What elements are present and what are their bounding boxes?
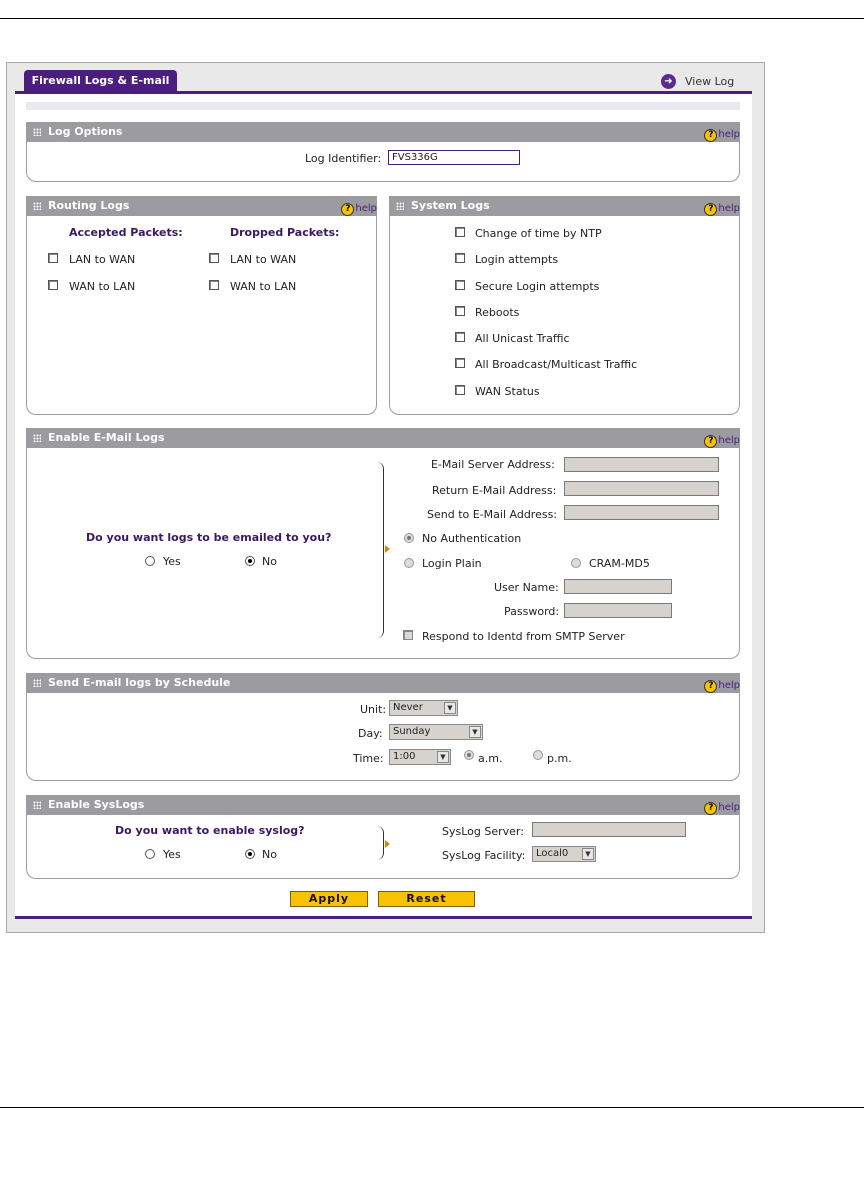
dropped-lan-to-wan-label: LAN to WAN bbox=[230, 253, 297, 266]
accepted-lan-to-wan-checkbox[interactable] bbox=[48, 253, 58, 263]
syslog-facility-value: Local0 bbox=[536, 848, 569, 859]
email-question: Do you want logs to be emailed to you? bbox=[86, 531, 332, 544]
day-select[interactable] bbox=[389, 724, 483, 740]
help-icon: ? bbox=[704, 802, 717, 815]
reset-button[interactable]: Reset bbox=[378, 891, 475, 907]
tab-firewall-logs[interactable]: Firewall Logs & E-mail bbox=[24, 70, 177, 92]
apply-button[interactable]: Apply bbox=[290, 891, 368, 907]
help-link[interactable]: ? help bbox=[704, 199, 740, 219]
day-value: Sunday bbox=[393, 726, 431, 737]
help-link[interactable]: ? help bbox=[704, 431, 740, 451]
brace-arrow-icon bbox=[385, 840, 390, 848]
login-plain-radio[interactable] bbox=[404, 558, 414, 568]
log-options-title: Log Options bbox=[48, 125, 123, 138]
help-link[interactable]: ? help bbox=[341, 199, 377, 219]
system-logs-title: System Logs bbox=[411, 199, 490, 212]
syslog-facility-select[interactable] bbox=[532, 846, 596, 862]
pm-label: p.m. bbox=[547, 752, 572, 765]
unit-label: Unit: bbox=[360, 703, 387, 716]
schedule-title: Send E-mail logs by Schedule bbox=[48, 676, 231, 689]
return-email-input[interactable] bbox=[564, 481, 719, 496]
log-identifier-input[interactable]: FVS336G bbox=[388, 150, 520, 165]
help-icon: ? bbox=[704, 680, 717, 693]
system-log-broadcast-checkbox[interactable] bbox=[455, 358, 465, 368]
am-label: a.m. bbox=[478, 752, 503, 765]
unit-select[interactable] bbox=[389, 700, 458, 716]
dropped-wan-to-lan-label: WAN to LAN bbox=[230, 280, 297, 293]
help-icon: ? bbox=[704, 129, 717, 142]
brace-divider bbox=[377, 826, 384, 860]
system-log-broadcast-label: All Broadcast/Multicast Traffic bbox=[475, 358, 638, 371]
unit-value: Never bbox=[393, 702, 423, 713]
grip-icon bbox=[33, 202, 41, 210]
login-plain-label: Login Plain bbox=[422, 557, 482, 570]
view-log-link[interactable] bbox=[661, 72, 734, 90]
brace-arrow-icon bbox=[385, 545, 390, 553]
help-icon: ? bbox=[704, 435, 717, 448]
help-icon: ? bbox=[341, 203, 354, 216]
dropped-packets-header: Dropped Packets: bbox=[230, 226, 340, 239]
grip-icon bbox=[33, 679, 41, 687]
system-log-reboots-label: Reboots bbox=[475, 306, 520, 319]
system-log-unicast-label: All Unicast Traffic bbox=[475, 332, 570, 345]
routing-logs-header bbox=[26, 196, 377, 216]
email-logs-header bbox=[26, 428, 740, 448]
identd-checkbox[interactable] bbox=[403, 630, 413, 640]
syslog-server-input[interactable] bbox=[532, 822, 686, 837]
chevron-down-icon: ▼ bbox=[444, 702, 456, 714]
arrow-right-icon: ➜ bbox=[661, 74, 676, 89]
dropped-wan-to-lan-checkbox[interactable] bbox=[209, 280, 219, 290]
syslog-yes-radio[interactable] bbox=[145, 849, 155, 859]
return-email-label: Return E-Mail Address: bbox=[432, 484, 557, 497]
accepted-packets-header: Accepted Packets: bbox=[69, 226, 183, 239]
system-logs-body bbox=[389, 216, 740, 415]
routing-logs-title: Routing Logs bbox=[48, 199, 130, 212]
grip-icon bbox=[33, 434, 41, 442]
help-link[interactable]: ? help bbox=[704, 125, 740, 145]
time-select[interactable] bbox=[389, 749, 451, 765]
help-icon: ? bbox=[704, 203, 717, 216]
pm-radio[interactable] bbox=[533, 750, 543, 760]
brace-divider bbox=[377, 462, 384, 638]
view-log-label: View Log bbox=[685, 74, 735, 88]
bottom-rule bbox=[0, 1107, 864, 1108]
system-log-secure-login-checkbox[interactable] bbox=[455, 280, 465, 290]
user-name-input[interactable] bbox=[564, 579, 672, 594]
system-log-ntp-checkbox[interactable] bbox=[455, 227, 465, 237]
top-rule bbox=[0, 18, 864, 19]
grip-icon bbox=[33, 128, 41, 136]
accepted-wan-to-lan-label: WAN to LAN bbox=[69, 280, 136, 293]
syslog-no-radio[interactable] bbox=[245, 849, 255, 859]
day-label: Day: bbox=[358, 727, 383, 740]
system-log-secure-login-label: Secure Login attempts bbox=[475, 280, 600, 293]
system-logs-header bbox=[389, 196, 740, 216]
grip-icon bbox=[396, 202, 404, 210]
system-log-unicast-checkbox[interactable] bbox=[455, 332, 465, 342]
email-yes-radio[interactable] bbox=[145, 556, 155, 566]
sendto-email-input[interactable] bbox=[564, 505, 719, 520]
am-radio[interactable] bbox=[464, 750, 474, 760]
log-options-header bbox=[26, 122, 740, 142]
system-log-login-checkbox[interactable] bbox=[455, 253, 465, 263]
email-server-label: E-Mail Server Address: bbox=[431, 458, 555, 471]
syslog-question: Do you want to enable syslog? bbox=[115, 824, 305, 837]
help-link[interactable]: ? help bbox=[704, 798, 740, 818]
accepted-lan-to-wan-label: LAN to WAN bbox=[69, 253, 136, 266]
email-yes-label: Yes bbox=[163, 555, 181, 568]
message-bar bbox=[26, 102, 740, 110]
syslog-facility-label: SysLog Facility: bbox=[442, 849, 526, 862]
chevron-down-icon: ▼ bbox=[582, 848, 594, 860]
email-logs-title: Enable E-Mail Logs bbox=[48, 431, 165, 444]
email-no-label: No bbox=[262, 555, 277, 568]
cram-md5-label: CRAM-MD5 bbox=[589, 557, 650, 570]
identd-label: Respond to Identd from SMTP Server bbox=[422, 630, 625, 643]
accepted-wan-to-lan-checkbox[interactable] bbox=[48, 280, 58, 290]
grip-icon bbox=[33, 801, 41, 809]
log-options-body bbox=[26, 142, 740, 182]
password-input[interactable] bbox=[564, 603, 672, 618]
syslog-server-label: SysLog Server: bbox=[442, 825, 524, 838]
no-authentication-radio[interactable] bbox=[404, 533, 414, 543]
sendto-email-label: Send to E-Mail Address: bbox=[427, 508, 558, 521]
system-log-wan-status-label: WAN Status bbox=[475, 385, 540, 398]
system-log-wan-status-checkbox[interactable] bbox=[455, 385, 465, 395]
email-server-input[interactable] bbox=[564, 457, 719, 472]
chevron-down-icon: ▼ bbox=[469, 726, 481, 738]
help-link[interactable]: ? help bbox=[704, 676, 740, 696]
email-no-radio[interactable] bbox=[245, 556, 255, 566]
routing-logs-body bbox=[26, 216, 377, 415]
time-value: 1:00 bbox=[393, 751, 416, 762]
log-identifier-label: Log Identifier: bbox=[305, 152, 382, 165]
time-label: Time: bbox=[353, 752, 384, 765]
no-authentication-label: No Authentication bbox=[422, 532, 522, 545]
syslogs-title: Enable SysLogs bbox=[48, 798, 145, 811]
system-log-login-label: Login attempts bbox=[475, 253, 559, 266]
cram-md5-radio[interactable] bbox=[571, 558, 581, 568]
syslog-no-label: No bbox=[262, 848, 277, 861]
user-name-label: User Name: bbox=[494, 581, 559, 594]
password-label: Password: bbox=[504, 605, 560, 618]
dropped-lan-to-wan-checkbox[interactable] bbox=[209, 253, 219, 263]
system-log-reboots-checkbox[interactable] bbox=[455, 306, 465, 316]
syslogs-header bbox=[26, 795, 740, 815]
system-log-ntp-label: Change of time by NTP bbox=[475, 227, 602, 240]
schedule-header bbox=[26, 673, 740, 693]
chevron-down-icon: ▼ bbox=[437, 751, 449, 763]
syslog-yes-label: Yes bbox=[163, 848, 181, 861]
